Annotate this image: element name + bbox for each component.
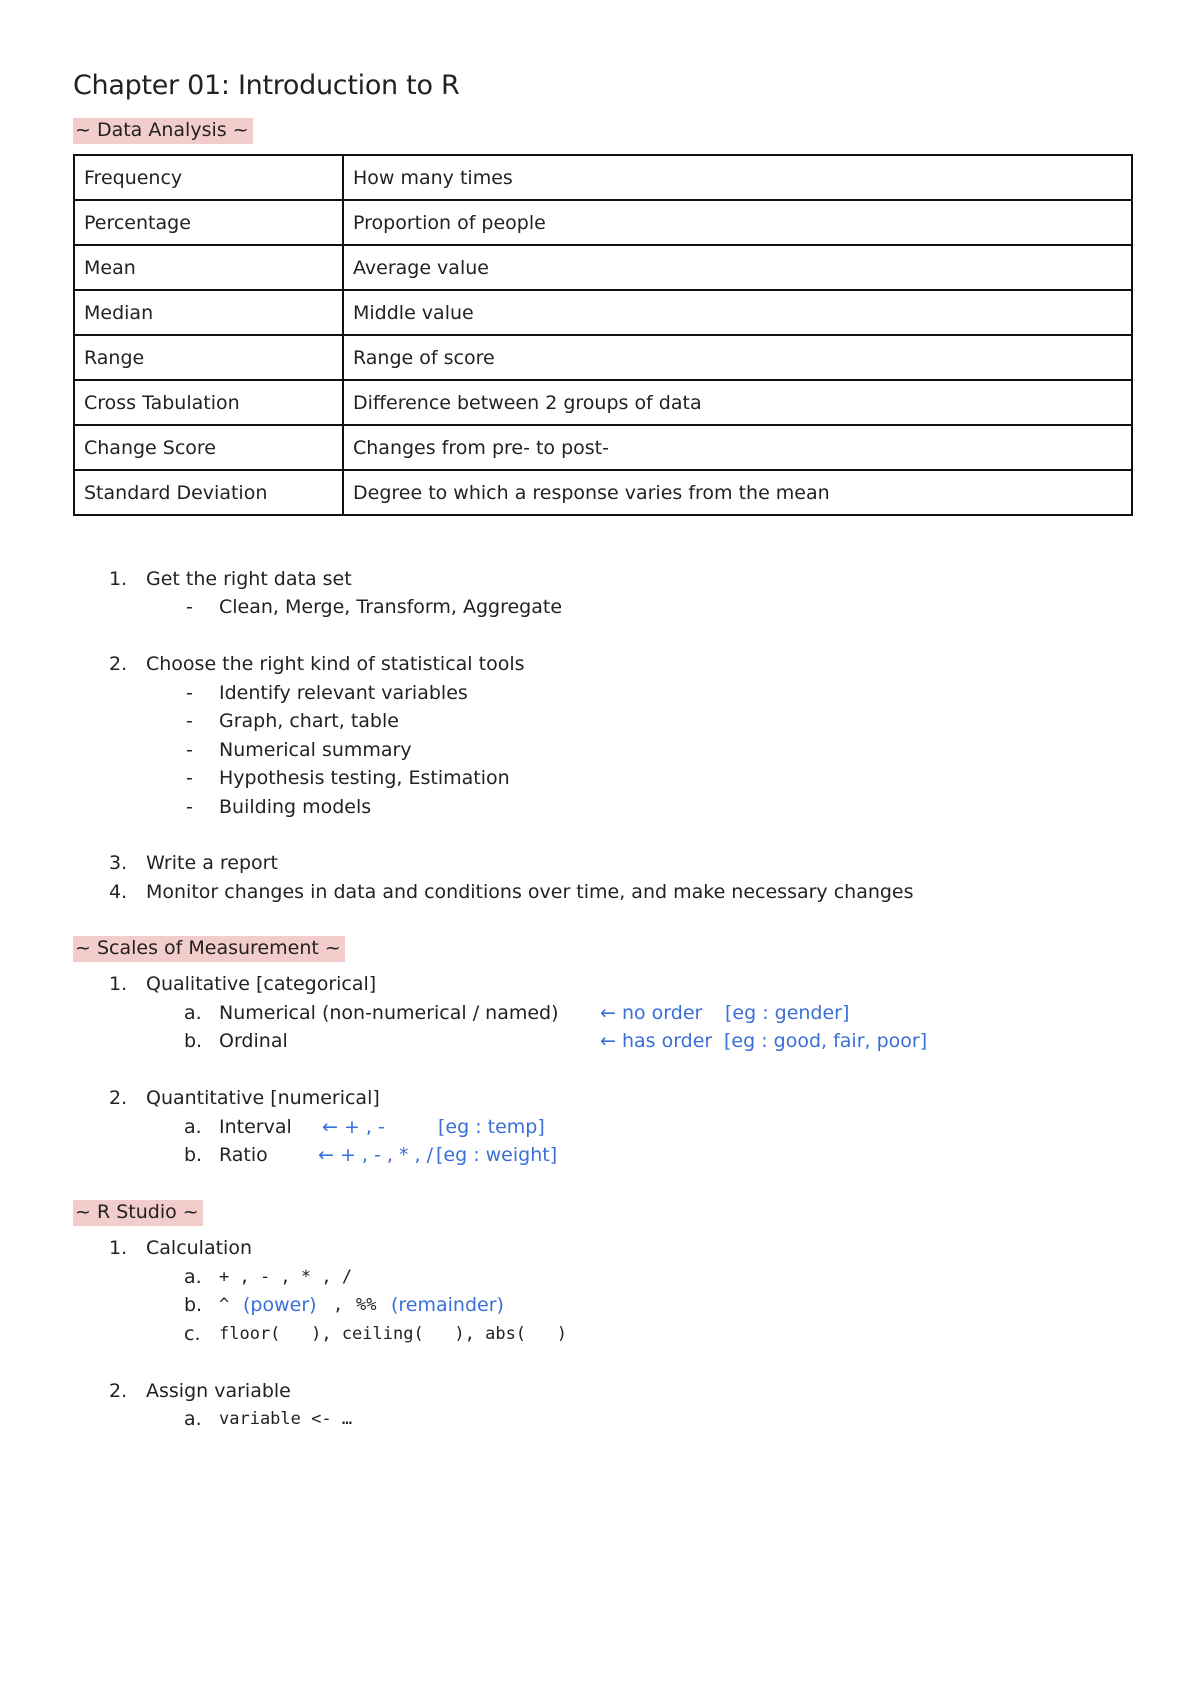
list-number: 1. [109,568,128,590]
table-row [74,425,1132,470]
table-term: Median [74,290,343,335]
list-dash: - [186,596,193,618]
list-subitem: Numerical (non-numerical / named) [219,1002,559,1024]
list-subitem: Building models [219,796,372,818]
list-subitem: Ordinal [219,1030,288,1052]
table-definition: Degree to which a response varies from the mean [343,470,1132,515]
table-definition: Range of score [343,335,1132,380]
section-heading-data-analysis: ~ Data Analysis ~ [73,118,253,144]
table-row [74,200,1132,245]
definitions-table [73,154,1133,516]
list-letter: a. [184,1116,202,1138]
table-term: Standard Deviation [74,470,343,515]
annotation-example: [eg : temp] [438,1116,545,1138]
code-separator: , [333,1295,344,1315]
table-row [74,470,1132,515]
list-letter: b. [184,1030,203,1052]
table-row [74,380,1132,425]
list-subitem: Hypothesis testing, Estimation [219,767,510,789]
list-item: Calculation [146,1237,252,1259]
table-term: Frequency [74,155,343,200]
list-letter: b. [184,1144,203,1166]
list-subitem: Graph, chart, table [219,710,399,732]
list-number: 4. [109,881,128,903]
list-dash: - [186,682,193,704]
section-heading-rstudio: ~ R Studio ~ [73,1200,203,1226]
list-letter: b. [184,1294,203,1316]
table-row [74,155,1132,200]
table-definition: How many times [343,155,1132,200]
list-dash: - [186,767,193,789]
table-definition: Changes from pre- to post- [343,425,1132,470]
table-term: Change Score [74,425,343,470]
annotation-note: ← has order [600,1030,713,1052]
annotation-note: ← + , - [322,1116,385,1138]
annotation-note: ← no order [600,1002,703,1024]
list-number: 3. [109,852,128,874]
table-definition: Difference between 2 groups of data [343,380,1132,425]
table-definition: Average value [343,245,1132,290]
annotation-note: ← + , - , * , / [318,1144,433,1166]
list-subitem: Identify relevant variables [219,682,468,704]
code-snippet: + , - , * , / [219,1267,353,1287]
table-row [74,245,1132,290]
list-subitem: Ratio [219,1144,268,1166]
table-term: Percentage [74,200,343,245]
table-row [74,335,1132,380]
list-item: Write a report [146,852,278,874]
list-dash: - [186,796,193,818]
list-subitem: Interval [219,1116,292,1138]
annotation-example: [eg : gender] [725,1002,850,1024]
table-definition: Middle value [343,290,1132,335]
code-remainder: %% [356,1295,377,1315]
annotation-example: [eg : good, fair, poor] [724,1030,928,1052]
list-number: 2. [109,653,128,675]
list-letter: c. [184,1323,201,1345]
list-number: 1. [109,1237,128,1259]
list-item: Get the right data set [146,568,352,590]
table-term: Range [74,335,343,380]
annotation-power: (power) [243,1294,317,1316]
list-number: 1. [109,973,128,995]
section-heading-scales: ~ Scales of Measurement ~ [73,936,345,962]
annotation-remainder: (remainder) [391,1294,504,1316]
list-number: 2. [109,1087,128,1109]
page-title: Chapter 01: Introduction to R [73,70,460,101]
list-letter: a. [184,1266,202,1288]
code-snippet: floor( ), ceiling( ), abs( ) [219,1324,567,1344]
annotation-example: [eg : weight] [436,1144,558,1166]
table-row [74,290,1132,335]
table-term: Cross Tabulation [74,380,343,425]
list-dash: - [186,739,193,761]
table-definition: Proportion of people [343,200,1132,245]
list-item: Quantitative [numerical] [146,1087,380,1109]
list-dash: - [186,710,193,732]
list-letter: a. [184,1408,202,1430]
table-term: Mean [74,245,343,290]
list-subitem: Clean, Merge, Transform, Aggregate [219,596,563,618]
list-letter: a. [184,1002,202,1024]
list-item: Assign variable [146,1380,291,1402]
code-snippet: variable <- … [219,1409,353,1429]
list-subitem: Numerical summary [219,739,412,761]
code-power: ^ [219,1295,230,1315]
list-item: Choose the right kind of statistical tools [146,653,525,675]
list-item: Monitor changes in data and conditions over time, and make necessary changes [146,881,914,903]
list-number: 2. [109,1380,128,1402]
list-item: Qualitative [categorical] [146,973,377,995]
